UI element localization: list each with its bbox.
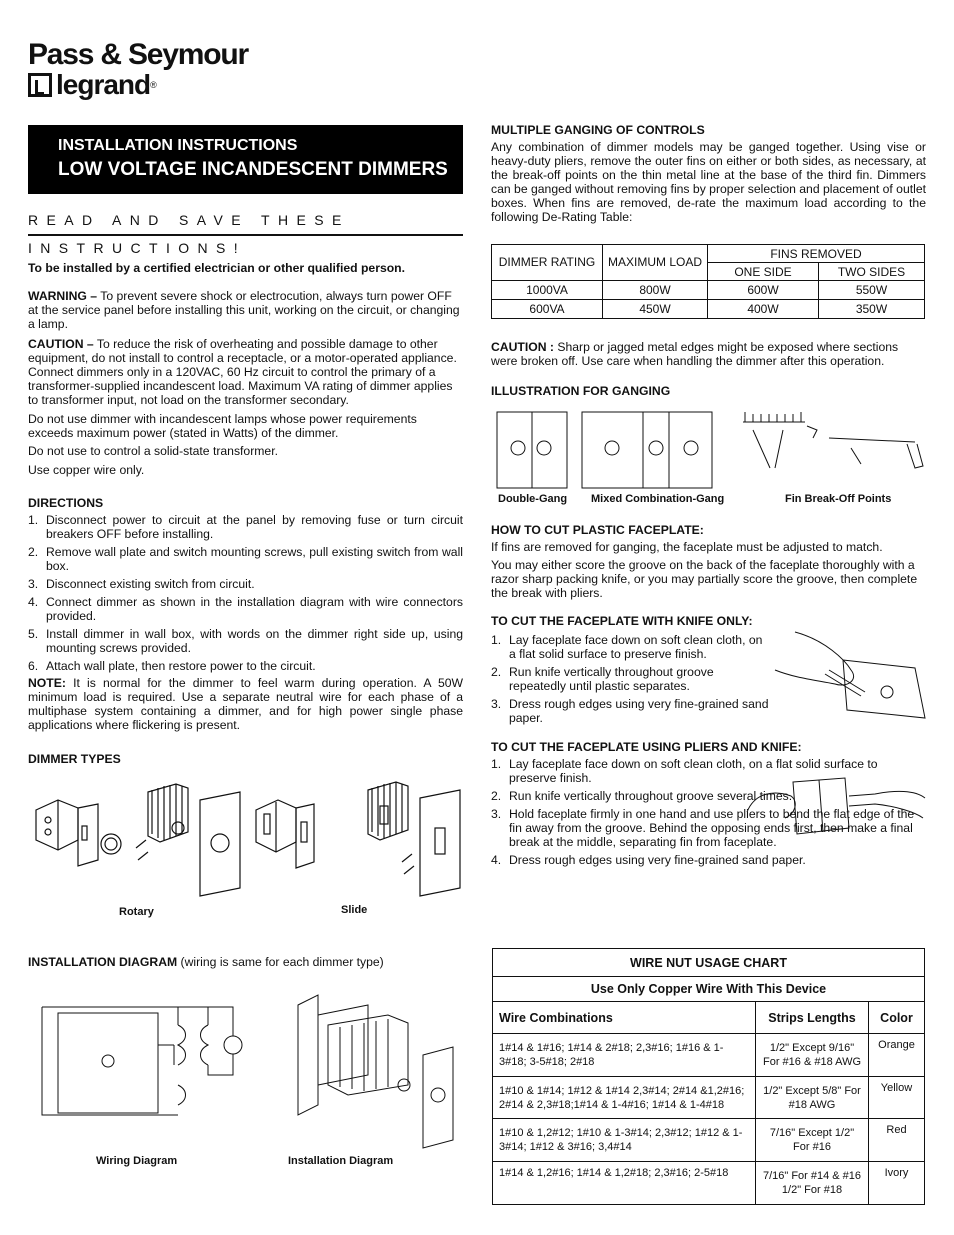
registered-mark: ®: [150, 80, 156, 90]
direction-step-text: Install dimmer in wall box, with words on the dimmer right side up, using mounting screws provided.: [46, 627, 463, 655]
pliers-title: TO CUT THE FACEPLATE USING PLIERS AND KNIFE:: [491, 740, 802, 754]
derate-cell: 350W: [819, 300, 925, 319]
knife-step-number: 1.: [491, 633, 502, 647]
color-cell: Yellow: [869, 1077, 925, 1119]
dimmer-types-title: DIMMER TYPES: [28, 752, 121, 766]
certified-note: To be installed by a certified electrician or other qualified person.: [28, 261, 405, 275]
cut-title: HOW TO CUT PLASTIC FACEPLATE:: [491, 523, 704, 537]
wiring-diagram-icon: [42, 1007, 242, 1115]
knife-step-number: 3.: [491, 697, 502, 711]
ganging-section: [491, 123, 926, 224]
note-paragraph: [28, 676, 463, 732]
caution2-text: Sharp or jagged metal edges might be exposed where sections were broken off. Use care when handling the dimmer after this operation.: [491, 340, 899, 368]
derate-cell: 600W: [708, 281, 819, 300]
installation-diagram-caption: Installation Diagram: [288, 1155, 394, 1167]
legrand-mark-icon: [28, 73, 52, 97]
directions-list: [28, 513, 463, 673]
direction-step-number: 1.: [28, 513, 39, 527]
direction-step-text: Connect dimmer as shown in the installation diagram with wire connectors provided.: [46, 595, 463, 623]
knife-step-number: 2.: [491, 665, 502, 679]
direction-step-number: 2.: [28, 545, 39, 559]
pliers-step-text: Run knife vertically throughout groove several times.: [509, 789, 793, 803]
wire-nut-title: WIRE NUT USAGE CHART: [493, 949, 925, 977]
derate-header-max: MAXIMUM LOAD: [603, 245, 708, 281]
knife-step-text: Dress rough edges using very fine-grained sand paper.: [509, 697, 769, 725]
direction-step-number: 5.: [28, 627, 39, 641]
note-label: NOTE:: [28, 676, 66, 690]
color-cell: Orange: [869, 1034, 925, 1077]
pliers-icon: [747, 778, 925, 834]
table-row: [493, 1034, 925, 1077]
lamp-note: Do not use dimmer with incandescent lamps whose power requirements exceeds maximum power (stated in Watts) of the dimmer.: [28, 412, 417, 440]
cut-paragraph-1: If fins are removed for ganging, the faceplate must be adjusted to match.: [491, 540, 883, 554]
direction-step-number: 6.: [28, 659, 39, 673]
derate-cell: 550W: [819, 281, 925, 300]
warning-paragraph: [28, 289, 463, 331]
cut-section: [491, 523, 926, 600]
direction-step: [28, 577, 463, 591]
caution2-label: CAUTION :: [491, 340, 554, 354]
direction-step-number: 4.: [28, 595, 39, 609]
slide-caption: Slide: [341, 904, 368, 916]
wire-nut-header-strip: Strips Lengths: [756, 1002, 869, 1034]
transformer-note: Do not use to control a solid-state transformer.: [28, 444, 278, 458]
color-cell: Red: [869, 1119, 925, 1162]
wire-comb-cell: 1#14 & 1,2#16; 1#14 & 1,2#18; 2,3#16; 2-5#18: [493, 1162, 756, 1205]
direction-step: [28, 627, 463, 655]
direction-step-text: Disconnect power to circuit at the panel by removing fuse or turn circuit breakers OFF before installing.: [46, 513, 463, 541]
rotary-dimmer-small-icon: [36, 800, 121, 866]
ganging-title: MULTIPLE GANGING OF CONTROLS: [491, 123, 705, 137]
pliers-step-number: 4.: [491, 853, 502, 867]
table-row: [493, 1119, 925, 1162]
warning-label: WARNING –: [28, 289, 98, 303]
mixed-gang-caption: Mixed Combination-Gang: [591, 493, 725, 505]
legrand-wordmark: legrand: [56, 69, 151, 100]
direction-step-number: 3.: [28, 577, 39, 591]
read-save-banner: READ AND SAVE THESE INSTRUCTIONS!: [28, 206, 463, 236]
derate-cell: 450W: [603, 300, 708, 319]
knife-title: TO CUT THE FACEPLATE WITH KNIFE ONLY:: [491, 614, 753, 628]
pliers-step-number: 1.: [491, 757, 502, 771]
direction-step-text: Remove wall plate and switch mounting screws, pull existing switch from wall box.: [46, 545, 463, 573]
doc-kicker: INSTALLATION INSTRUCTIONS: [58, 137, 298, 154]
double-gang-plate-icon: [497, 412, 567, 488]
derate-cell: 1000VA: [492, 281, 603, 300]
slide-dimmer-large-icon: [368, 782, 460, 896]
installation-diagram-subtitle: (wiring is same for each dimmer type): [177, 955, 384, 969]
pliers-step-number: 3.: [491, 807, 502, 821]
color-cell: Ivory: [869, 1162, 925, 1205]
fin-break-off-icon: [743, 412, 923, 468]
knife-step-text: Lay faceplate face down on soft clean cloth, on a flat solid surface to preserve finish.: [509, 633, 763, 661]
strip-length-cell: 7/16" Except 1/2" For #16: [756, 1119, 869, 1162]
knife-illustration: [765, 630, 927, 722]
wire-comb-cell: 1#10 & 1#14; 1#12 & 1#14 2,3#14; 2#14 &1,2#16; 2#14 & 2,3#18;1#14 & 1-4#16; 1#14 & 1-4#18: [493, 1077, 756, 1119]
direction-step: [28, 545, 463, 573]
double-gang-caption: Double-Gang: [498, 493, 568, 505]
wiring-diagram-caption: Wiring Diagram: [96, 1155, 178, 1167]
copper-note: Use copper wire only.: [28, 463, 145, 477]
installation-diagram-heading: [28, 955, 384, 969]
brand-name: Pass & Seymour: [28, 38, 248, 71]
derate-header-one: ONE SIDE: [708, 263, 819, 281]
direction-step: [28, 595, 463, 623]
pliers-step-text: Lay faceplate face down on soft clean cloth, on a flat solid surface to preserve finish.: [509, 757, 878, 785]
legrand-logo: [28, 70, 156, 100]
ganging-illustration: [495, 408, 925, 490]
direction-step: [28, 513, 463, 541]
derate-cell: 600VA: [492, 300, 603, 319]
installation-diagram-box-icon: [298, 995, 453, 1148]
safety-section: [28, 261, 463, 477]
derate-header-rating: DIMMER RATING: [492, 245, 603, 281]
wire-comb-cell: 1#10 & 1,2#12; 1#10 & 1-3#14; 2,3#12; 1#12 & 1-3#14; 1#12 & 3#16; 3,4#14: [493, 1119, 756, 1162]
fin-break-caption: Fin Break-Off Points: [785, 493, 892, 505]
directions-section: [28, 496, 463, 732]
slide-dimmer-small-icon: [256, 800, 314, 868]
strip-length-cell: 1/2" Except 5/8" For #18 AWG: [756, 1077, 869, 1119]
wire-nut-header-comb: Wire Combinations: [493, 1002, 756, 1034]
ganging-text: Any combination of dimmer models may be ganged together. Using vise or heavy-duty pliers, remove the outer fins on either or both sides, as necessary, at the break-off points on the thin metal line at the base of the third fin. Dimmers can be ganged without removing fins by proper selection and placement of outlet boxes. When fins are removed, de-rate the maximum load according to the following De-Rating Table:: [491, 140, 926, 224]
pliers-step-text: Dress rough edges using very fine-grained sand paper.: [509, 853, 806, 867]
ganging-illustration-title: ILLUSTRATION FOR GANGING: [491, 384, 671, 398]
knife-step: [491, 633, 771, 661]
table-row: [493, 1162, 925, 1205]
pliers-step-number: 2.: [491, 789, 502, 803]
knife-steps: [491, 633, 771, 725]
derating-table: [491, 244, 925, 319]
installation-diagrams: [28, 985, 468, 1150]
note-text: It is normal for the dimmer to feel warm during operation. A 50W minimum load is required. Use a separate neutral wire for each phase of a multiphase system containing a dimmer, and for high power single phase applications where flickering is present.: [28, 676, 463, 732]
wire-comb-cell: 1#14 & 1#16; 1#14 & 2#18; 2,3#16; 1#16 & 1-3#18; 3-5#18; 2#18: [493, 1034, 756, 1077]
mixed-gang-plate-icon: [582, 412, 712, 488]
direction-step-text: Disconnect existing switch from circuit.: [46, 577, 255, 591]
dimmer-types-illustration: [28, 770, 468, 910]
cut-paragraph-2: You may either score the groove on the back of the faceplate thoroughly with a razor sharp packing knife, or you may partially score the groove, then complete the break with pliers.: [491, 558, 918, 600]
table-row: [493, 1077, 925, 1119]
caution-label: CAUTION –: [28, 337, 94, 351]
installation-diagram-title: INSTALLATION DIAGRAM: [28, 955, 178, 969]
pliers-step: [491, 853, 926, 867]
warning-text: To prevent severe shock or electrocution, always turn power OFF at the service panel before installing this unit, working on the circuit, or changing a lamp.: [28, 289, 460, 331]
strip-length-cell: 7/16" For #14 & #16 1/2" For #18: [756, 1162, 869, 1205]
pliers-step-text: Hold faceplate firmly in one hand and use pliers to bend the flat edge of the fin away from the groove. Behind the opposing ends first, then make a final break at the middle, separating fin from faceplate.: [509, 807, 915, 849]
derate-cell: 400W: [708, 300, 819, 319]
wire-nut-subtitle: Use Only Copper Wire With This Device: [493, 977, 925, 1002]
title-box: [28, 125, 463, 194]
derate-header-fins: FINS REMOVED: [708, 245, 925, 263]
knife-step: [491, 697, 771, 725]
knife-step: [491, 665, 771, 693]
wire-nut-header-color: Color: [869, 1002, 925, 1034]
caution2-paragraph: [491, 340, 926, 368]
pliers-illustration: [745, 772, 927, 836]
direction-step: [28, 659, 463, 673]
direction-step-text: Attach wall plate, then restore power to the circuit.: [46, 659, 316, 673]
doc-title: LOW VOLTAGE INCANDESCENT DIMMERS: [58, 159, 448, 180]
wire-nut-chart: [492, 948, 925, 1205]
directions-title: DIRECTIONS: [28, 496, 104, 510]
caution-paragraph: [28, 337, 463, 407]
rotary-caption: Rotary: [119, 906, 154, 918]
hand-knife-icon: [775, 632, 925, 718]
derate-header-two: TWO SIDES: [819, 263, 925, 281]
knife-step-text: Run knife vertically throughout groove repeatedly until plastic separates.: [509, 665, 714, 693]
rotary-dimmer-large-icon: [136, 784, 240, 896]
caution-text: To reduce the risk of overheating and possible damage to other equipment, do not install to control a receptacle, or a motor-operated appliance. Connect dimmers only in a 120VAC, 60 Hz circuit to control the primary of a transformer-supplied incandescent load. Maximum VA rating of dimmer applies to transformer input, not load on the transformer secondary.: [28, 337, 457, 407]
derate-cell: 800W: [603, 281, 708, 300]
strip-length-cell: 1/2" Except 9/16" For #16 & #18 AWG: [756, 1034, 869, 1077]
